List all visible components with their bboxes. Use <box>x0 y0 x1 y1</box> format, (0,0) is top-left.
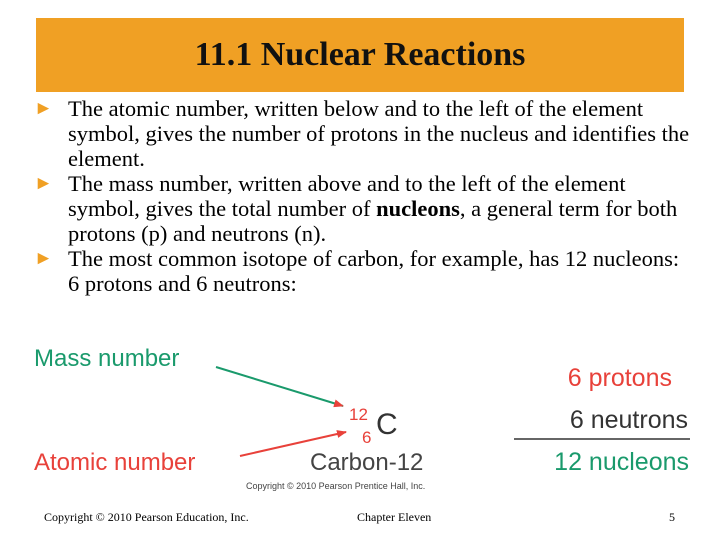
bullet-bold-term: nucleons <box>376 196 460 221</box>
triangle-bullet-icon: ► <box>34 248 53 269</box>
bullet-text <box>68 171 694 246</box>
bullet-text: The atomic number, written below and to the left of the element symbol, gives the number of protons in the nucleus and identifies the element. <box>68 96 690 171</box>
nucleons-count: 12 nucleons <box>554 448 689 476</box>
bullet-text: The most common isotope of carbon, for example, has 12 nucleons: 6 protons and 6 neutrons: <box>68 246 680 296</box>
protons-count: 6 protons <box>567 364 672 392</box>
bullet-item <box>34 96 694 171</box>
bullet-list <box>34 96 694 296</box>
atomic-number-label: Atomic number <box>34 449 196 476</box>
bullet-text-before: The mass number, written above and to the left of the element symbol, gives the total number of <box>68 171 626 221</box>
mass-number-superscript: 12 <box>349 405 368 424</box>
mass-number-arrow <box>216 367 343 406</box>
neutrons-count: 6 neutrons <box>569 406 688 434</box>
isotope-name: Carbon-12 <box>310 449 424 476</box>
footer-copyright: Copyright © 2010 Pearson Education, Inc. <box>44 510 249 524</box>
bullet-item <box>34 171 694 246</box>
carbon-12-figure <box>0 338 720 498</box>
mass-number-label: Mass number <box>34 345 180 372</box>
triangle-bullet-icon: ► <box>34 98 53 119</box>
element-symbol: C <box>376 408 398 441</box>
slide-title: 11.1 Nuclear Reactions <box>194 36 526 73</box>
title-bar <box>36 18 684 92</box>
figure-copyright: Copyright © 2010 Pearson Prentice Hall, Inc. <box>246 481 426 491</box>
bullet-text-after: , a general term for both protons (p) and neutrons (n). <box>68 196 678 246</box>
footer-chapter: Chapter Eleven <box>357 510 432 524</box>
atomic-number-subscript: 6 <box>362 428 372 447</box>
triangle-bullet-icon: ► <box>34 173 53 194</box>
bullet-item <box>34 246 694 296</box>
page-number: 5 <box>669 510 675 524</box>
